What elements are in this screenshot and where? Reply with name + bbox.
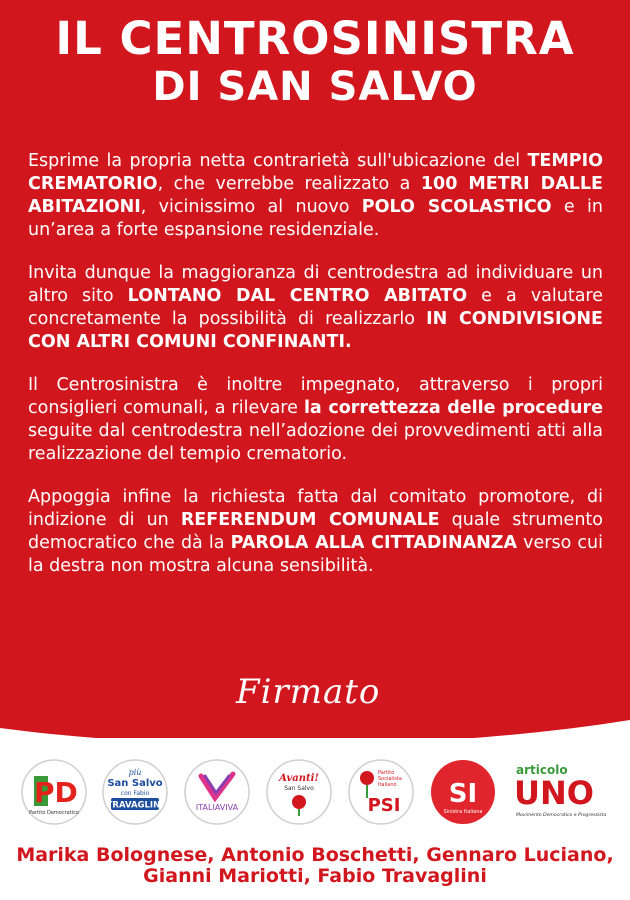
articolo-uno-logo <box>512 758 617 826</box>
si-mark: SI <box>448 779 478 809</box>
paragraph-2 <box>28 262 603 354</box>
emphasis-text: 100 METRI DALLE ABITAZIONI <box>28 174 603 217</box>
piu-con: con Fabio <box>120 790 150 797</box>
emphasis-text: POLO SCOLASTICO <box>361 197 552 217</box>
body-text: Appoggia infine la richiesta fatta dal comitato promotore, di indizione di un <box>28 487 603 530</box>
party-logos <box>0 752 630 832</box>
si-caption: Sinistra Italiana <box>443 809 483 815</box>
pd-logo <box>20 758 88 826</box>
body-text: Invita dunque la maggioranza di centrodestra ad individuare un altro sito <box>28 263 603 306</box>
psi-caption-1: Partito <box>378 770 395 776</box>
body-text: e in un’area a forte espansione residenziale. <box>28 197 603 240</box>
avanti-main: Avanti! <box>279 773 319 784</box>
piu-top: più <box>128 768 142 777</box>
psi-caption-3: Italiano <box>378 782 397 788</box>
italia-viva-logo <box>183 758 251 826</box>
paragraph-3 <box>28 374 603 466</box>
psi-mark: PSI <box>367 795 401 816</box>
sinistra-italiana-logo <box>429 758 497 826</box>
emphasis-text: IN CONDIVISIONE CON ALTRI COMUNI CONFINANTI. <box>28 309 603 352</box>
body-text: Il Centrosinistra è inoltre impegnato, attraverso i propri consiglieri comunali, a rilevare <box>28 375 603 418</box>
title-line-1: IL CENTROSINISTRA <box>55 12 575 65</box>
signatories <box>0 845 630 887</box>
avanti-sub: San Salvo <box>284 785 314 792</box>
statement-body <box>28 150 603 598</box>
pd-mark: PD <box>34 776 78 809</box>
piu-main: San Salvo <box>107 778 163 789</box>
avanti-logo <box>265 758 333 826</box>
piu-name: TRAVAGLINI <box>106 800 164 811</box>
signatories-line-2: Gianni Mariotti, Fabio Travaglini <box>143 865 487 887</box>
psi-caption-2: Socialista <box>378 776 402 782</box>
title-line-2: DI SAN SALVO <box>152 64 478 110</box>
body-text: verso cui la destra non mostra alcuna sensibilità. <box>28 533 604 576</box>
body-text: , che verrebbe realizzato a <box>157 174 421 194</box>
body-text: , vicinissimo al nuovo <box>140 197 362 217</box>
psi-logo <box>347 758 415 826</box>
articolo-top: articolo <box>516 763 568 777</box>
signature-firmato: Firmato <box>236 672 381 712</box>
emphasis-text: LONTANO DAL CENTRO ABITATO <box>127 286 468 306</box>
emphasis-text: TEMPIO CREMATORIO <box>28 151 603 194</box>
articolo-main: UNO <box>514 774 594 812</box>
body-text: seguite dal centrodestra nell’adozione dei provvedimenti atti alla realizzazione del tempio crematorio. <box>28 421 603 464</box>
paragraph-4 <box>28 486 603 578</box>
paragraph-1 <box>28 150 603 242</box>
italia-viva-name: ITALIAVIVA <box>195 803 239 812</box>
emphasis-text: REFERENDUM COMUNALE <box>180 510 440 530</box>
pd-caption: Partito Democratico <box>29 810 79 816</box>
body-text: Esprime la propria netta contrarietà sull'ubicazione del <box>28 151 528 171</box>
body-text: quale strumento democratico che dà la <box>28 510 603 553</box>
emphasis-text: PAROLA ALLA CITTADINANZA <box>230 533 518 553</box>
piu-san-salvo-logo <box>101 758 169 826</box>
signatories-line-1: Marika Bolognese, Antonio Boschetti, Gennaro Luciano, <box>16 844 614 866</box>
articolo-caption: Movimento Democratico e Progressista <box>516 813 607 818</box>
emphasis-text: la correttezza delle procedure <box>303 398 603 418</box>
body-text: e a valutare concretamente la possibilità di realizzarlo <box>28 286 604 329</box>
